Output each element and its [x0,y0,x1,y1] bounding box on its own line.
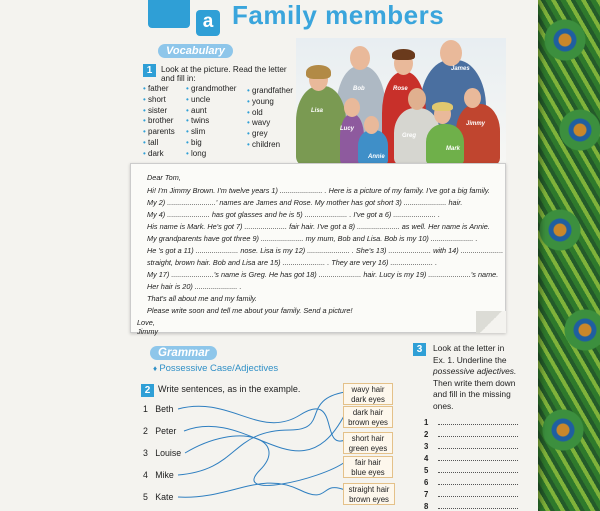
blank-number: 8 [424,502,429,511]
exercise-3-instruction [433,343,528,413]
blank-number: 7 [424,490,429,499]
row-number: 5 [143,492,148,502]
letter-line: His name is Mark. He's got 7) ..................... fair hair. I've got a 8) ..................... as well. Her name is Annie. [147,222,490,231]
letter-line: My 17) .....................'s name is Greg. He has got 18) ..................... hair. Lucy is my 19) .....................'s name. [147,270,499,279]
person-name: Mike [155,470,174,480]
instruction-line: Ex. 1. Underline the [433,354,507,365]
photo-label: Annie [368,154,385,160]
letter-line: straight, brown hair. Bob and Lisa are 15) ..................... . They are very 16) ..................... . [147,258,438,267]
exercise-1-number: 1 [143,64,156,77]
row-number: 2 [143,426,148,436]
grammar-subtitle: ♦ Possessive Case/Adjectives [153,363,278,374]
word-item: • grandfather [247,86,293,97]
feature-box [343,456,393,478]
blank-number: 5 [424,466,429,475]
letter-line: My 4) ..................... has got glasses and he is 5) ..................... . I've got a 6) ..................... . [147,210,440,219]
instruction-line: Then write them down [433,377,516,388]
word-item: • slim [186,127,236,138]
feature-box [343,483,395,505]
answer-blank[interactable] [424,454,518,463]
photo-label: Greg [402,133,417,139]
page-title: Family members [232,0,445,30]
feature-eyes: dark eyes [351,395,385,404]
photo-label: Rose [393,86,408,92]
row-number: 1 [143,404,148,414]
blank-number: 2 [424,430,429,439]
photo-label: Jimmy [466,121,486,127]
word-item: • twins [186,116,236,127]
matching-line [184,414,345,451]
matching-line [178,406,345,441]
word-item: • sister [143,106,175,117]
letter-line: Please write soon and tell me about your family. Send a picture! [147,306,353,315]
letter-line: Her hair is 20) ..................... . [147,282,242,291]
answer-blank[interactable] [424,490,518,499]
letter-line: My grandparents have got three 9) ..................... my mum, Bob and Lisa. Bob is my 10) ..................... . [147,234,478,243]
instruction-line: and fill in the missing [433,389,511,400]
letter-line: That's all about me and my family. [147,294,257,303]
feature-eyes: green eyes [348,444,388,453]
word-item: • grey [247,129,293,140]
answer-blank[interactable] [424,478,518,487]
word-item: • grandmother [186,84,236,95]
feature-hair: short hair [351,434,385,443]
exercise-1-instruction-line2: and fill in: [161,74,196,83]
word-item: • children [247,140,293,151]
exercise-1-instruction-line1: Look at the picture. Read the letter [161,65,287,74]
photo-label: Lisa [311,108,324,114]
letter-line: My 2) ........................' names are James and Rose. My mother has got short 3) ..................... hair. [147,198,463,207]
exercise-2-number: 2 [141,384,154,397]
feature-hair: fair hair [355,458,381,467]
vocabulary-tag: Vocabulary [158,44,233,58]
exercise-3-number: 3 [413,343,426,356]
answer-blank[interactable] [424,466,518,475]
instruction-line: Look at the letter in [433,343,505,353]
photo-label: James [451,66,470,72]
answer-blank[interactable] [424,442,518,451]
row-number: 4 [143,470,148,480]
feature-box [343,432,393,454]
photo-label: Bob [353,86,365,92]
blank-number: 6 [424,478,429,487]
word-item: • father [143,84,175,95]
word-item: • aunt [186,106,236,117]
letter-line: Hi! I'm Jimmy Brown. I'm twelve years 1) ..................... . Here is a picture of my family. I've got a big family. [147,186,490,195]
answer-blank[interactable] [424,418,518,427]
blank-number: 4 [424,454,429,463]
word-item: • young [247,97,293,108]
word-item: • parents [143,127,175,138]
word-item: • short [143,95,175,106]
row-number: 3 [143,448,148,458]
letter-line: Dear Tom, [147,173,181,182]
instruction-line: possessive adjectives. [433,366,517,377]
feature-eyes: brown eyes [348,418,388,427]
person-name: Kate [155,492,174,502]
person-name: Beth [155,404,174,414]
feature-eyes: blue eyes [351,468,385,477]
letter-line: Love, [137,318,155,327]
answer-blank[interactable] [424,502,518,511]
blank-number: 3 [424,442,429,451]
feature-eyes: brown eyes [349,495,389,504]
word-item: • tall [143,138,175,149]
word-item: • dark [143,149,175,160]
feature-box [343,406,393,428]
instruction-line: ones. [433,400,454,411]
word-item: • old [247,108,293,119]
feature-box [343,383,393,405]
grammar-tag: Grammar [150,346,217,360]
letter-line: He 's got a 11) ..................... nose. Lisa is my 12) ..................... . She's 13) ..................... with 14) ..................... [147,246,504,255]
photo-label: Lucy [340,126,355,132]
person-name: Peter [155,426,177,436]
unit-letter-badge: a [196,10,220,36]
word-item: • big [186,138,236,149]
word-item: • uncle [186,95,236,106]
word-item: • brother [143,116,175,127]
letter-line: Jimmy [137,327,159,336]
photo-label: Mark [446,146,461,152]
feature-hair: straight hair [348,485,390,494]
feature-hair: dark hair [352,408,384,417]
word-item: • long [186,149,236,160]
answer-blank[interactable] [424,430,518,439]
feature-hair: wavy hair [351,385,385,394]
matching-line [178,392,345,475]
word-item: • wavy [247,118,293,129]
person-name: Louise [155,448,182,458]
blank-number: 1 [424,418,429,427]
exercise-2-instruction: Write sentences, as in the example. [158,384,301,394]
